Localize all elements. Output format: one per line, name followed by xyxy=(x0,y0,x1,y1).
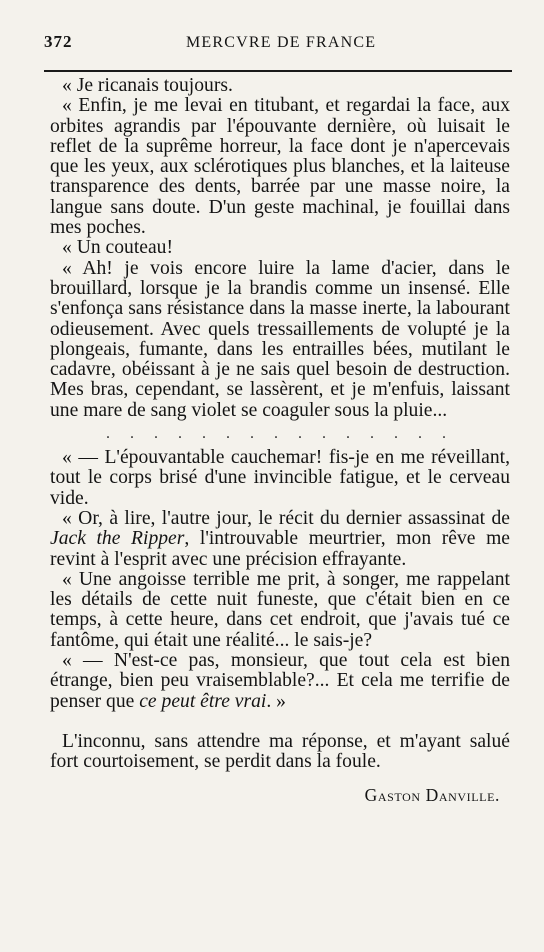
italic-phrase: ce peut être vrai xyxy=(139,690,267,712)
paragraph: « Enfin, je me levai en titubant, et regardai la face, aux orbites agrandis par l'épouvante dernière, où luisait le reflet de la suprême horreur, la face dont je n'apercevais que les yeux, aux sclérotiques plus blanches, et la laiteuse transparence des dents, barrée par une masse noire, la langue sans doute. D'un geste machinal, je fouillai dans mes poches. xyxy=(50,95,510,239)
paragraph: « Ah! je vois encore luire la lame d'acier, dans le brouillard, lorsque je la brandis comme un insensé. Elle s'enfonça sans résistance dans la masse inerte, la labourant odieusement. Avec quels tressaillements de volupté je la plongeais, fumante, dans les entrailles bées, mutilant le cadavre, obéissant à je ne sais quel besoin de destruction. Mes bras, cependant, se lassèrent, et je m'enfuis, laissant une mare de sang violet se coaguler sous la pluie... xyxy=(50,257,510,421)
body-text xyxy=(50,76,510,805)
italic-phrase: Jack the Ripper xyxy=(50,528,185,550)
author-signature: Gaston Danville. xyxy=(364,784,500,805)
paragraph: « — N'est-ce pas, monsieur, que tout cela est bien étrange, bien peu vraisemblable?... Et cela me terrifie de penser que ce peut être vrai. » xyxy=(50,650,510,712)
paragraph: « Une angoisse terrible me prit, à songer, me rappelant les détails de cette nuit funeste, que c'était bien en ce temps, à cette heure, dans cet endroit, que j'avais tué ce fantôme, qui était une réalité... le sais-je? xyxy=(50,568,510,651)
paragraph: « Or, à lire, l'autre jour, le récit du dernier assassinat de Jack the Ripper, l'introuvable meurtrier, mon rêve me revint à l'esprit avec une précision effrayante. xyxy=(50,507,511,570)
page-number: 372 xyxy=(44,32,73,51)
paragraph-gap xyxy=(50,712,510,732)
paragraph: « Je ricanais toujours. xyxy=(62,75,233,96)
paragraph: « — L'épouvantable cauchemar! fis-je en me réveillant, tout le corps brisé d'une invincible fatigue, et le cerveau vide. xyxy=(50,447,510,509)
running-title: MERCVRE DE FRANCE xyxy=(186,34,377,51)
header-rule xyxy=(44,70,512,72)
paragraph: L'inconnu, sans attendre ma réponse, et m'ayant salué fort courtoisement, se perdit dans la foule. xyxy=(50,730,510,773)
page-header xyxy=(0,30,544,54)
paragraph: « Un couteau! xyxy=(62,237,173,259)
section-separator: . . . . . . . . . . . . . . . xyxy=(106,425,454,443)
